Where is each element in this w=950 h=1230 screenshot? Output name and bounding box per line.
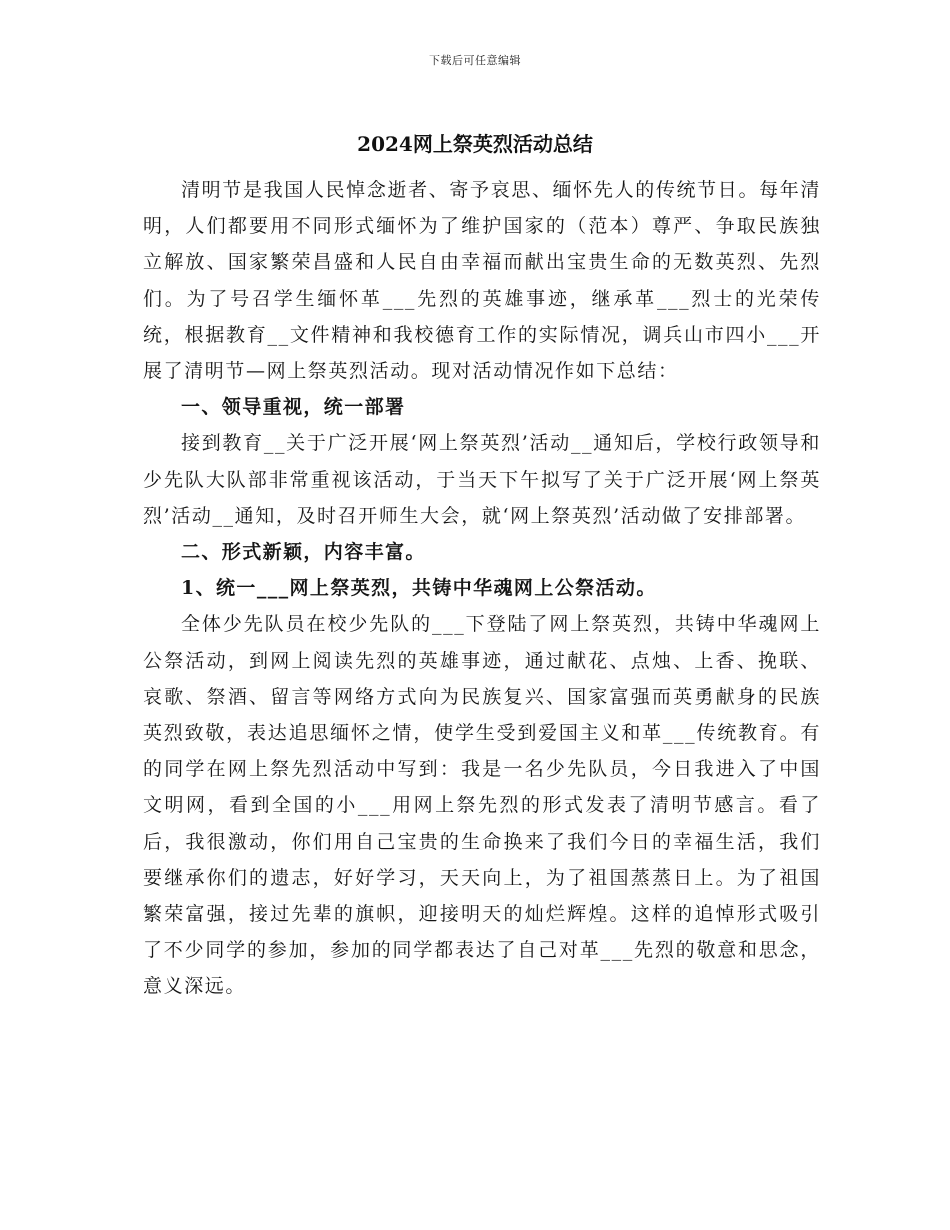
document-title: 2024网上祭英烈活动总结 xyxy=(357,132,593,156)
paragraph-activity: 全体少先队员在校少先队的___下登陆了网上祭英烈，共铸中华魂网上公祭活动，到网上阅读先烈的英雄事迹，通过献花、点烛、上香、挽联、哀歌、祭酒、留言等网络方式向为民族复兴、国家富强而英勇献身的民族英烈致敬，表达追思缅怀之情，使学生受到爱国主义和革___传统教育。有的同学在网上祭先烈活动中写到：我是一名少先队员，今日我进入了中国文明网，看到全国的小___用网上祭先烈的形式发表了清明节感言。看了后，我很激动，你们用自己宝贵的生命换来了我们今日的幸福生活，我们要继承你们的遗志，好好学习，天天向上，为了祖国蒸蒸日上。为了祖国繁荣富强，接过先辈的旗帜，迎接明天的灿烂辉煌。这样的追悼形式吸引了不少同学的参加，参加的同学都表达了自己对革___先烈的敬意和思念，意义深远。 xyxy=(143,613,821,998)
paragraph-leadership: 接到教育__关于广泛开展‘网上祭英烈’活动__通知后，学校行政领导和少先队大队部非常重视该活动，于当天下午拟写了关于广泛开展‘网上祭英烈’活动__通知，及时召开师生大会，就‘网上祭英烈’活动做了安排部署。 xyxy=(143,432,821,527)
section-heading-1: 一、领导重视，统一部署 xyxy=(181,396,406,419)
paragraph-intro: 清明节是我国人民悼念逝者、寄予哀思、缅怀先人的传统节日。每年清明，人们都要用不同形式缅怀为了维护国家的（范本）尊严、争取民族独立解放、国家繁荣昌盛和人民自由幸福而献出宝贵生命的无数英烈、先烈们。为了号召学生缅怀革___先烈的英雄事迹，继承革___烈士的光荣传统，根据教育__文件精神和我校德育工作的实际情况，调兵山市四小___开展了清明节—网上祭英烈活动。现对活动情况作如下总结： xyxy=(143,179,821,383)
header-note: 下载后可任意编辑 xyxy=(429,54,521,67)
subsection-heading-1: 1、统一___网上祭英烈，共铸中华魂网上公祭活动。 xyxy=(181,577,657,600)
section-heading-2: 二、形式新颖，内容丰富。 xyxy=(181,541,426,564)
document-body xyxy=(143,172,821,1005)
